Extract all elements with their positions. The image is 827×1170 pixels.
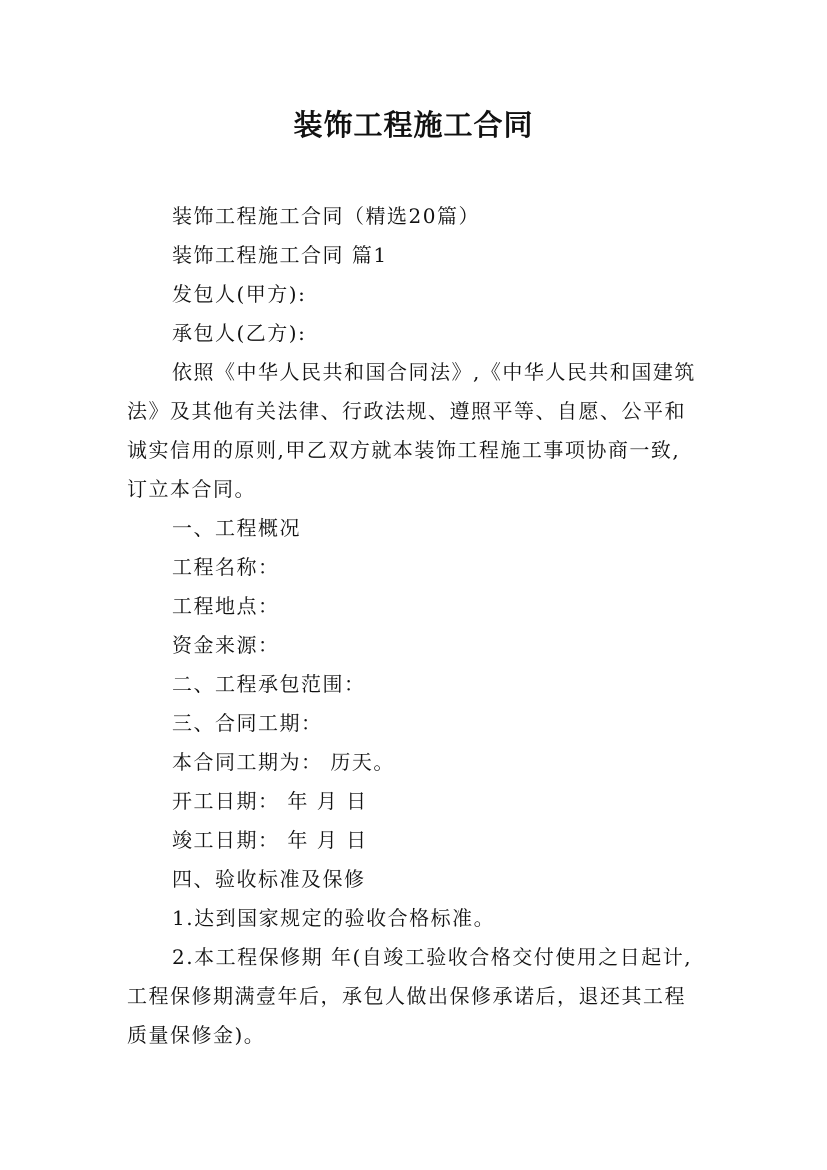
clause-heading: 四、验收标准及保修	[172, 867, 366, 891]
field-line: 工程地点：	[172, 594, 280, 618]
document-title: 装饰工程施工合同	[293, 108, 534, 142]
clause-heading: 三、合同工期：	[172, 711, 323, 735]
paragraph-line: 法》及其他有关法律、行政法规、遵照平等、自愿、公平和	[127, 399, 686, 423]
clause-heading: 一、工程概况	[172, 516, 301, 540]
list-item: 1.达到国家规定的验收合格标准。	[172, 906, 496, 930]
field-line: 竣工日期： 年 月 日	[172, 828, 368, 852]
party-b-line: 承包人(乙方):	[172, 321, 307, 345]
field-line: 资金来源：	[172, 633, 280, 657]
paragraph-line: 订立本合同。	[127, 477, 256, 501]
paragraph-line: 质量保修金)。	[127, 1023, 266, 1047]
paragraph-line: 依照《中华人民共和国合同法》,《中华人民共和国建筑	[172, 360, 696, 384]
clause-heading: 二、工程承包范围：	[172, 672, 366, 696]
section-heading: 装饰工程施工合同 篇1	[172, 243, 388, 267]
field-line: 本合同工期为： 历天。	[172, 750, 395, 774]
paragraph-line: 诚实信用的原则,甲乙双方就本装饰工程施工事项协商一致,	[127, 438, 681, 462]
paragraph-line: 工程保修期满壹年后，承包人做出保修承诺后，退还其工程	[127, 984, 686, 1008]
list-item: 2.本工程保修期 年(自竣工验收合格交付使用之日起计,	[172, 945, 693, 969]
field-line: 工程名称：	[172, 555, 280, 579]
subtitle-line: 装饰工程施工合同（精选20篇）	[172, 204, 480, 228]
party-a-line: 发包人(甲方):	[172, 282, 307, 306]
field-line: 开工日期： 年 月 日	[172, 789, 368, 813]
